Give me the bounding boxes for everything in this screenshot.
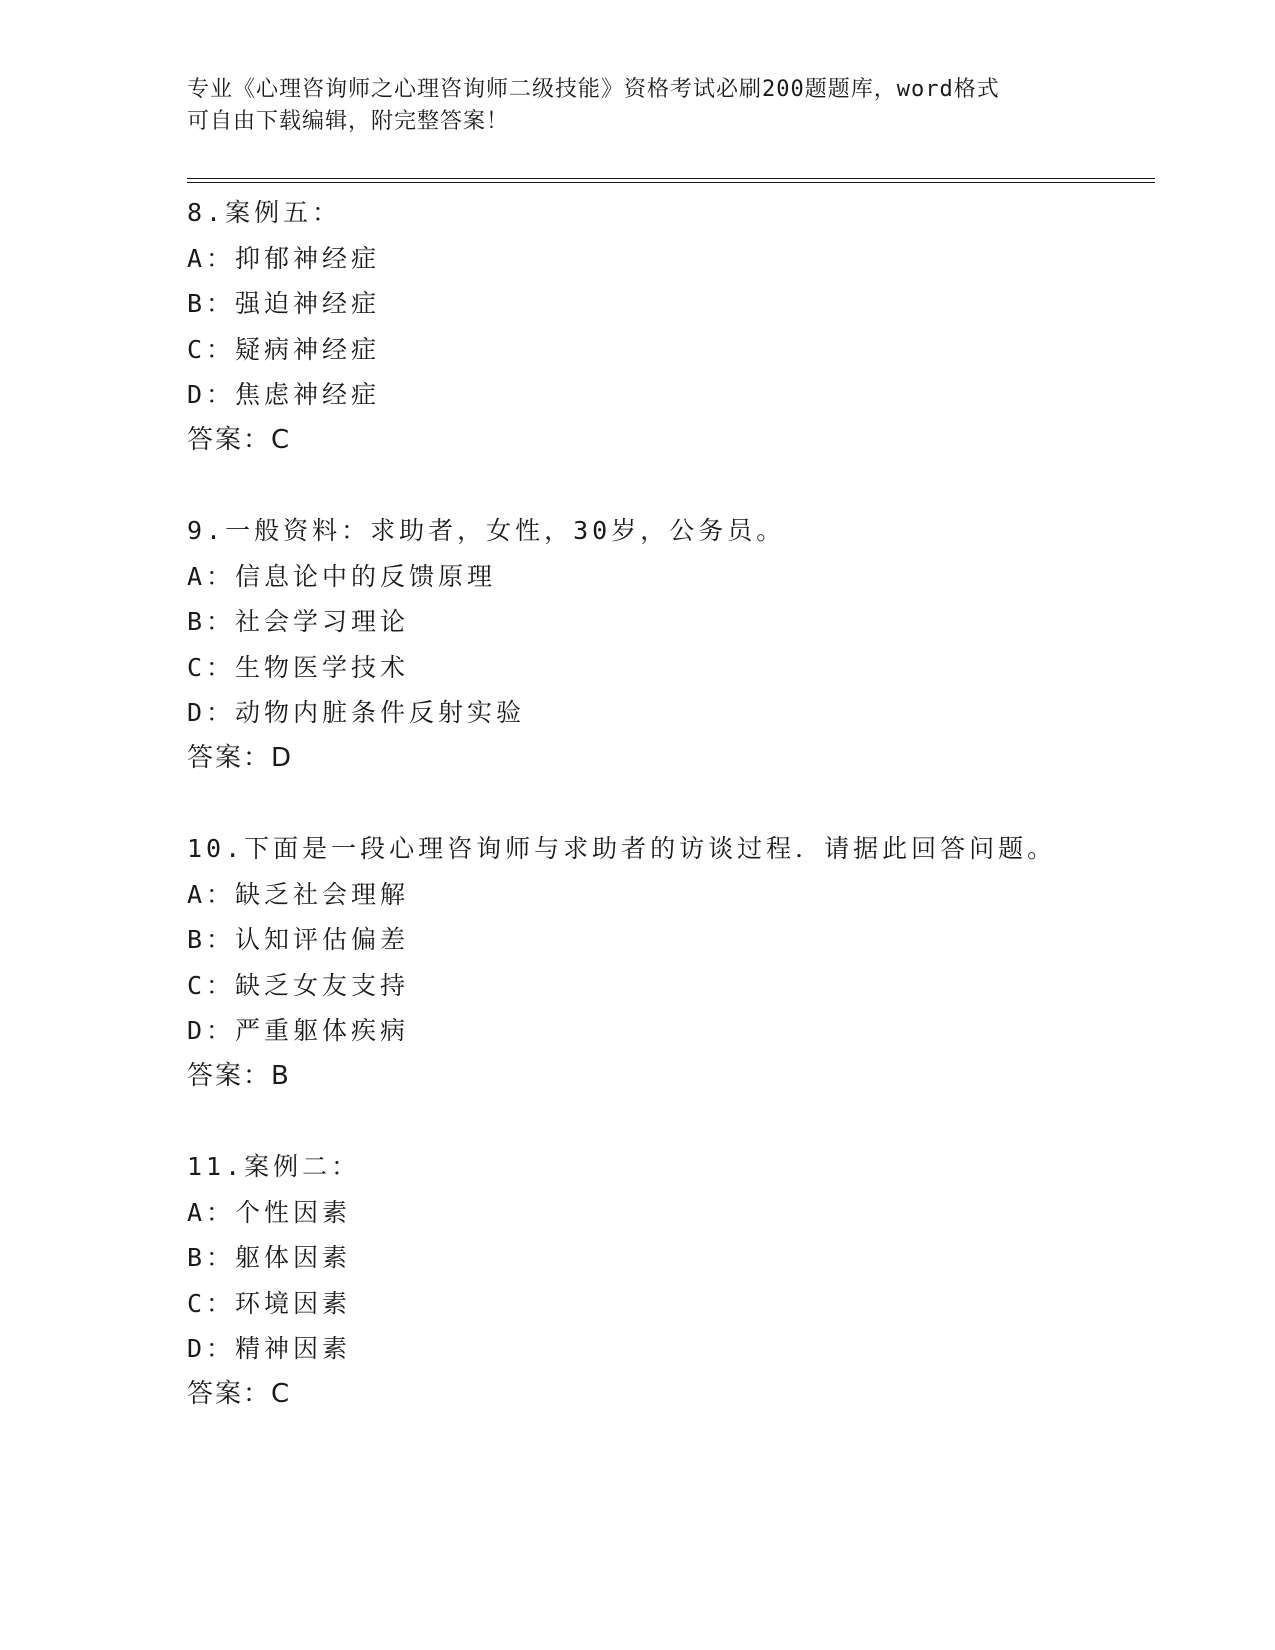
option-b: B：躯体因素 — [187, 1243, 352, 1272]
answer: 答案：B — [187, 1060, 291, 1091]
question-stem: 8.案例五： — [187, 198, 342, 227]
question-9 — [187, 508, 1147, 781]
header-line-1: 专业《心理咨询师之心理咨询师二级技能》资格考试必刷200题题库，word格式 — [187, 77, 1000, 102]
option-a: A：个性因素 — [187, 1197, 352, 1227]
document-header — [187, 74, 1087, 138]
header-divider — [187, 178, 1155, 183]
option-b: B：社会学习理论 — [187, 607, 410, 636]
question-11 — [187, 1144, 1147, 1417]
option-c: C：生物医学技术 — [187, 652, 410, 682]
option-d: D：严重躯体疾病 — [187, 1016, 410, 1045]
option-c: C：环境因素 — [187, 1288, 352, 1318]
option-b: B：强迫神经症 — [187, 289, 381, 318]
question-8 — [187, 190, 1147, 463]
option-d: D：精神因素 — [187, 1334, 352, 1363]
option-a: A：信息论中的反馈原理 — [187, 561, 497, 591]
header-line-2: 可自由下载编辑，附完整答案！ — [187, 109, 510, 134]
option-c: C：缺乏女友支持 — [187, 970, 410, 1000]
option-a: A：抑郁神经症 — [187, 243, 381, 273]
question-stem: 9.一般资料：求助者，女性，30岁，公务员。 — [187, 516, 786, 545]
answer: 答案：C — [187, 424, 292, 455]
question-stem: 11.案例二： — [187, 1152, 361, 1181]
option-a: A：缺乏社会理解 — [187, 879, 410, 909]
option-d: D：焦虑神经症 — [187, 380, 381, 409]
option-c: C：疑病神经症 — [187, 334, 381, 364]
option-d: D：动物内脏条件反射实验 — [187, 698, 526, 727]
question-10 — [187, 826, 1147, 1099]
question-stem: 10.下面是一段心理咨询师与求助者的访谈过程．请据此回答问题。 — [187, 834, 1057, 863]
answer: 答案：C — [187, 1378, 292, 1409]
answer: 答案：D — [187, 742, 294, 773]
option-b: B：认知评估偏差 — [187, 925, 410, 954]
